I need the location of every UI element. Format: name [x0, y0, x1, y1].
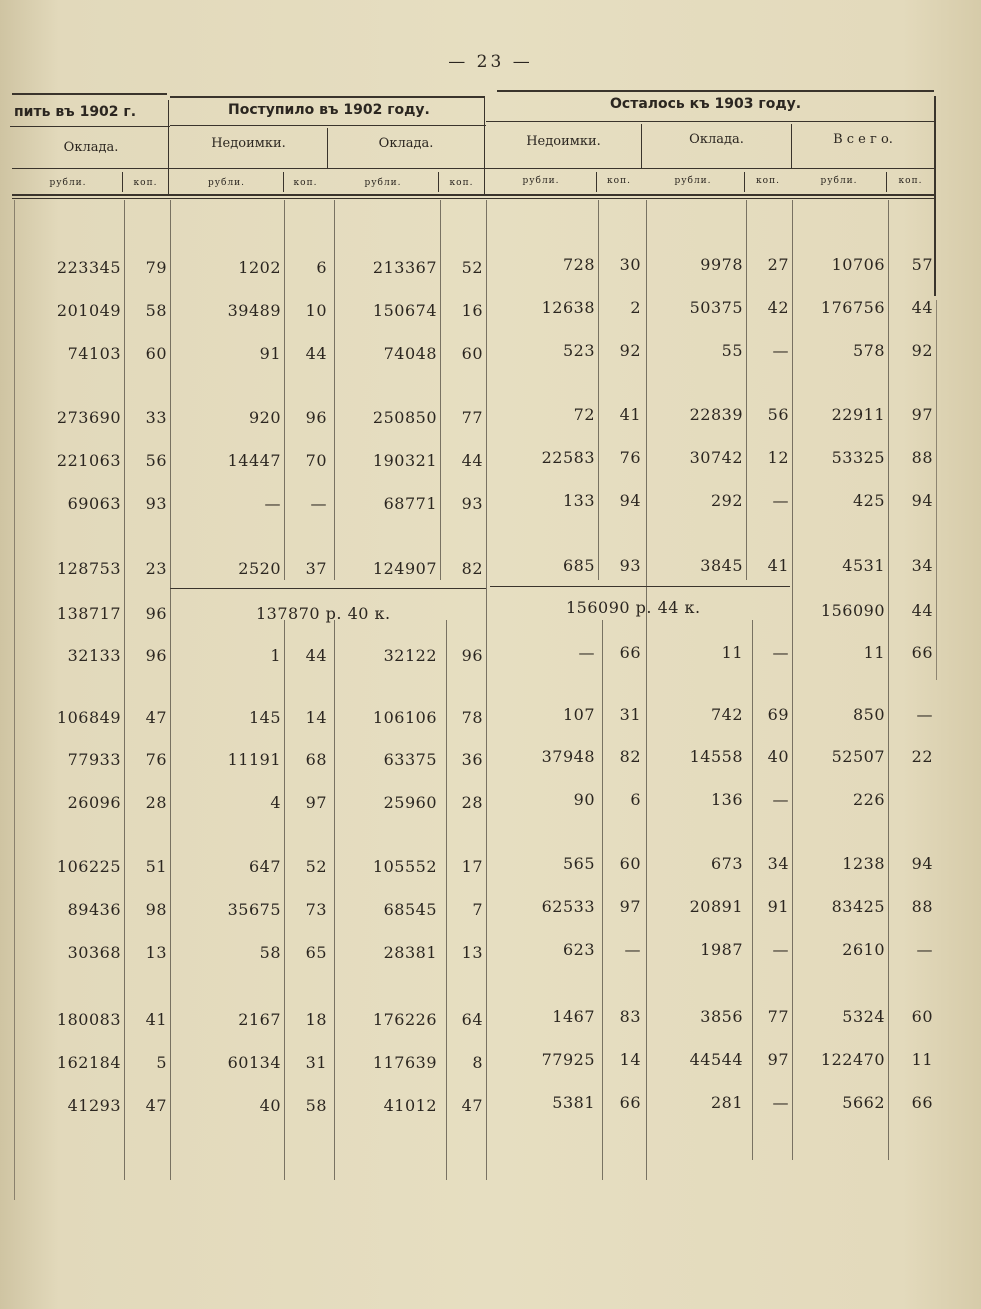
- table-cell: 94: [911, 854, 933, 873]
- table-cell: 3845: [700, 556, 743, 575]
- table-cell: 3856: [700, 1007, 743, 1026]
- col-kop: коп.: [133, 178, 158, 188]
- table-cell: 44: [461, 451, 483, 470]
- table-cell: 13: [145, 943, 167, 962]
- table-cell: 4: [270, 793, 281, 812]
- table-cell: 73: [305, 900, 327, 919]
- table-cell: 96: [145, 604, 167, 623]
- table-cell: 41: [767, 556, 789, 575]
- table-cell: 36: [461, 750, 483, 769]
- table-cell: 44544: [689, 1050, 743, 1069]
- table-cell: 66: [911, 643, 933, 662]
- table-cell: 60: [145, 344, 167, 363]
- col-rubli: рубли.: [49, 178, 87, 188]
- table-cell: 223345: [56, 258, 121, 277]
- table-cell: 685: [562, 556, 595, 575]
- table-cell: 92: [619, 341, 641, 360]
- table-cell: 578: [852, 341, 885, 360]
- table-cell: —: [772, 643, 789, 662]
- table-cell: 162184: [56, 1053, 121, 1072]
- table-cell: 5: [156, 1053, 167, 1072]
- table-cell: 221063: [56, 451, 121, 470]
- table-cell: 41012: [383, 1096, 437, 1115]
- table-cell: 58: [259, 943, 281, 962]
- header-group-received: Поступило въ 1902 году.: [228, 102, 430, 118]
- col-rubli: рубли.: [820, 176, 858, 186]
- table-cell: 12: [767, 448, 789, 467]
- table-cell: 523: [562, 341, 595, 360]
- table-cell: 28: [461, 793, 483, 812]
- table-cell: 145: [248, 708, 281, 727]
- table-cell: 30: [619, 255, 641, 274]
- table-cell: —: [772, 341, 789, 360]
- table-cell: 47: [461, 1096, 483, 1115]
- table-cell: 7: [472, 900, 483, 919]
- table-cell: 26096: [67, 793, 121, 812]
- table-cell: 22911: [831, 405, 885, 424]
- table-cell: 850: [852, 705, 885, 724]
- table-cell: 11: [911, 1050, 933, 1069]
- table-cell: 42: [767, 298, 789, 317]
- table-cell: 16: [461, 301, 483, 320]
- table-cell: 201049: [56, 301, 121, 320]
- table-cell: 93: [619, 556, 641, 575]
- table-cell: —: [578, 643, 595, 662]
- header-group-paid: пить въ 1902 г.: [14, 104, 137, 120]
- table-cell: 68: [305, 750, 327, 769]
- table-cell: 63375: [383, 750, 437, 769]
- table-cell: 292: [710, 491, 743, 510]
- table-cell: 51: [145, 857, 167, 876]
- table-cell: 74048: [383, 344, 437, 363]
- table-cell: 44: [911, 298, 933, 317]
- table-cell: 1238: [842, 854, 885, 873]
- table-cell: 77925: [541, 1050, 595, 1069]
- table-cell: 22583: [541, 448, 595, 467]
- table-cell: 11191: [227, 750, 281, 769]
- table-cell: 106106: [372, 708, 437, 727]
- table-cell: 41: [619, 405, 641, 424]
- table-cell: 66: [619, 643, 641, 662]
- col-rubli: рубли.: [364, 178, 402, 188]
- table-cell: 39489: [227, 301, 281, 320]
- subheader-total-remaining: В с е г о.: [833, 132, 893, 147]
- table-cell: 106849: [56, 708, 121, 727]
- table-cell: 34: [767, 854, 789, 873]
- table-cell: 2167: [238, 1010, 281, 1029]
- table-cell: 52: [461, 258, 483, 277]
- table-cell: 60: [911, 1007, 933, 1026]
- table-cell: 91: [767, 897, 789, 916]
- table-cell: 66: [911, 1093, 933, 1112]
- table-cell: 920: [248, 408, 281, 427]
- table-cell: 11: [721, 643, 743, 662]
- subheader-oklada-remaining: Оклада.: [689, 132, 744, 147]
- table-cell: 14: [305, 708, 327, 727]
- table-cell: 30742: [689, 448, 743, 467]
- table-cell: 83: [619, 1007, 641, 1026]
- table-cell: 78: [461, 708, 483, 727]
- table-cell: —: [264, 494, 281, 513]
- table-cell: 6: [630, 790, 641, 809]
- table-cell: 133: [562, 491, 595, 510]
- table-cell: 1467: [552, 1007, 595, 1026]
- table-cell: 27: [767, 255, 789, 274]
- header-group-remaining: Осталось къ 1903 году.: [610, 96, 802, 112]
- table-cell: 5324: [842, 1007, 885, 1026]
- page-number: — 23 —: [448, 52, 533, 72]
- table-cell: 90: [573, 790, 595, 809]
- subheader-nedoimki-remaining: Недоимки.: [526, 134, 601, 149]
- table-cell: 44: [305, 646, 327, 665]
- col-kop: коп.: [449, 178, 474, 188]
- table-cell: 136: [710, 790, 743, 809]
- table-cell: 28381: [383, 943, 437, 962]
- table-cell: 128753: [56, 559, 121, 578]
- table-cell: 117639: [372, 1053, 437, 1072]
- table-cell: —: [916, 705, 933, 724]
- table-cell: 94: [911, 491, 933, 510]
- table-cell: 1202: [238, 258, 281, 277]
- table-cell: 22839: [689, 405, 743, 424]
- table-cell: 9978: [700, 255, 743, 274]
- table-cell: 93: [461, 494, 483, 513]
- table-cell: 190321: [372, 451, 437, 470]
- table-cell: 40: [259, 1096, 281, 1115]
- table-cell: 33: [145, 408, 167, 427]
- table-cell: 30368: [67, 943, 121, 962]
- table-cell: 94: [619, 491, 641, 510]
- table-cell: 89436: [67, 900, 121, 919]
- table-cell: 124907: [372, 559, 437, 578]
- table-cell: 28: [145, 793, 167, 812]
- table-cell: 37948: [541, 747, 595, 766]
- table-cell: 138717: [56, 604, 121, 623]
- table-cell: 31: [305, 1053, 327, 1072]
- table-cell: 91: [259, 344, 281, 363]
- table-cell: 97: [767, 1050, 789, 1069]
- table-cell: 8: [472, 1053, 483, 1072]
- table-cell: 742: [710, 705, 743, 724]
- table-cell: 105552: [372, 857, 437, 876]
- table-cell: 623: [562, 940, 595, 959]
- table-cell: 62533: [541, 897, 595, 916]
- table-cell: 180083: [56, 1010, 121, 1029]
- table-cell: 88: [911, 448, 933, 467]
- table-cell: 1987: [700, 940, 743, 959]
- table-cell: 213367: [372, 258, 437, 277]
- table-cell: 83425: [831, 897, 885, 916]
- table-cell: 60: [619, 854, 641, 873]
- table-cell: 176226: [372, 1010, 437, 1029]
- table-cell: 69063: [67, 494, 121, 513]
- table-cell: 25960: [383, 793, 437, 812]
- table-cell: 41: [145, 1010, 167, 1029]
- merged-remaining-total: 156090 р. 44 к.: [566, 598, 701, 617]
- table-cell: 97: [305, 793, 327, 812]
- table-cell: —: [772, 1093, 789, 1112]
- table-cell: 68771: [383, 494, 437, 513]
- table-cell: 64: [461, 1010, 483, 1029]
- table-cell: 40: [767, 747, 789, 766]
- col-rubli: рубли.: [522, 176, 560, 186]
- table-cell: 2: [630, 298, 641, 317]
- table-cell: 176756: [820, 298, 885, 317]
- table-cell: 4531: [842, 556, 885, 575]
- col-rubli: рубли.: [207, 178, 246, 188]
- table-cell: 273690: [56, 408, 121, 427]
- table-cell: 96: [145, 646, 167, 665]
- table-cell: 69: [767, 705, 789, 724]
- table-cell: 565: [562, 854, 595, 873]
- table-cell: 14558: [689, 747, 743, 766]
- table-cell: 98: [145, 900, 167, 919]
- table-cell: 281: [710, 1093, 743, 1112]
- table-cell: 96: [305, 408, 327, 427]
- table-cell: 58: [305, 1096, 327, 1115]
- table-cell: 53325: [831, 448, 885, 467]
- table-cell: 17: [461, 857, 483, 876]
- table-cell: 5381: [552, 1093, 595, 1112]
- table-cell: 32133: [67, 646, 121, 665]
- table-cell: 122470: [820, 1050, 885, 1069]
- table-cell: 76: [145, 750, 167, 769]
- table-cell: 14447: [227, 451, 281, 470]
- col-kop: коп.: [898, 176, 923, 186]
- table-cell: 92: [911, 341, 933, 360]
- table-cell: 35675: [227, 900, 281, 919]
- table-cell: 22: [911, 747, 933, 766]
- table-cell: 77: [461, 408, 483, 427]
- table-cell: 1: [270, 646, 281, 665]
- table-cell: 13: [461, 943, 483, 962]
- table-cell: 58: [145, 301, 167, 320]
- table-cell: 150674: [372, 301, 437, 320]
- table-cell: 52507: [831, 747, 885, 766]
- table-cell: 93: [145, 494, 167, 513]
- table-cell: 728: [562, 255, 595, 274]
- table-cell: 55: [721, 341, 743, 360]
- table-cell: 10706: [831, 255, 885, 274]
- table-cell: 47: [145, 1096, 167, 1115]
- table-cell: 20891: [689, 897, 743, 916]
- table-cell: —: [772, 940, 789, 959]
- table-cell: 52: [305, 857, 327, 876]
- col-kop: коп.: [293, 178, 318, 188]
- table-cell: —: [624, 940, 641, 959]
- table-cell: 79: [145, 258, 167, 277]
- table-cell: 60134: [227, 1053, 281, 1072]
- table-cell: 97: [911, 405, 933, 424]
- table-cell: 107: [562, 705, 595, 724]
- table-cell: 2520: [238, 559, 281, 578]
- table-cell: 76: [619, 448, 641, 467]
- table-cell: 56: [145, 451, 167, 470]
- table-cell: 97: [619, 897, 641, 916]
- table-cell: 32122: [383, 646, 437, 665]
- table-cell: 44: [911, 601, 933, 620]
- table-cell: 66: [619, 1093, 641, 1112]
- table-cell: 70: [305, 451, 327, 470]
- subheader-oklada-paid: Оклада.: [63, 140, 119, 155]
- table-cell: 18: [305, 1010, 327, 1029]
- table-cell: 74103: [67, 344, 121, 363]
- table-cell: 23: [145, 559, 167, 578]
- table-cell: 106225: [56, 857, 121, 876]
- table-cell: 250850: [372, 408, 437, 427]
- table-cell: 37: [305, 559, 327, 578]
- subheader-nedoimki-received: Недоимки.: [211, 136, 286, 151]
- col-kop: коп.: [607, 176, 631, 186]
- table-cell: 56: [767, 405, 789, 424]
- table-cell: 68545: [383, 900, 437, 919]
- table-cell: 34: [911, 556, 933, 575]
- table-cell: 673: [710, 854, 743, 873]
- table-cell: 425: [852, 491, 885, 510]
- table-cell: 44: [305, 344, 327, 363]
- table-cell: 156090: [820, 601, 885, 620]
- col-kop: коп.: [756, 176, 780, 186]
- table-cell: 60: [461, 344, 483, 363]
- table-cell: 41293: [67, 1096, 121, 1115]
- merged-received-total: 137870 р. 40 к.: [256, 604, 391, 623]
- table-cell: 82: [619, 747, 641, 766]
- table-cell: —: [310, 494, 327, 513]
- table-cell: 2610: [842, 940, 885, 959]
- table-cell: 96: [461, 646, 483, 665]
- table-cell: 31: [619, 705, 641, 724]
- table-cell: 72: [573, 405, 595, 424]
- table-cell: 50375: [689, 298, 743, 317]
- table-cell: —: [772, 790, 789, 809]
- table-cell: —: [772, 491, 789, 510]
- table-cell: 77: [767, 1007, 789, 1026]
- table-cell: 14: [619, 1050, 641, 1069]
- table-cell: 6: [316, 258, 327, 277]
- table-cell: 57: [911, 255, 933, 274]
- table-cell: 5662: [842, 1093, 885, 1112]
- table-cell: 47: [145, 708, 167, 727]
- table-cell: 82: [461, 559, 483, 578]
- table-cell: 77933: [67, 750, 121, 769]
- table-cell: 11: [863, 643, 885, 662]
- col-rubli: рубли.: [674, 176, 712, 186]
- table-cell: 12638: [541, 298, 595, 317]
- table-cell: 88: [911, 897, 933, 916]
- table-cell: 226: [852, 790, 885, 809]
- table-cell: —: [916, 940, 933, 959]
- table-cell: 647: [248, 857, 281, 876]
- table-cell: 65: [305, 943, 327, 962]
- table-cell: 10: [305, 301, 327, 320]
- subheader-oklada-received: Оклада.: [378, 136, 434, 151]
